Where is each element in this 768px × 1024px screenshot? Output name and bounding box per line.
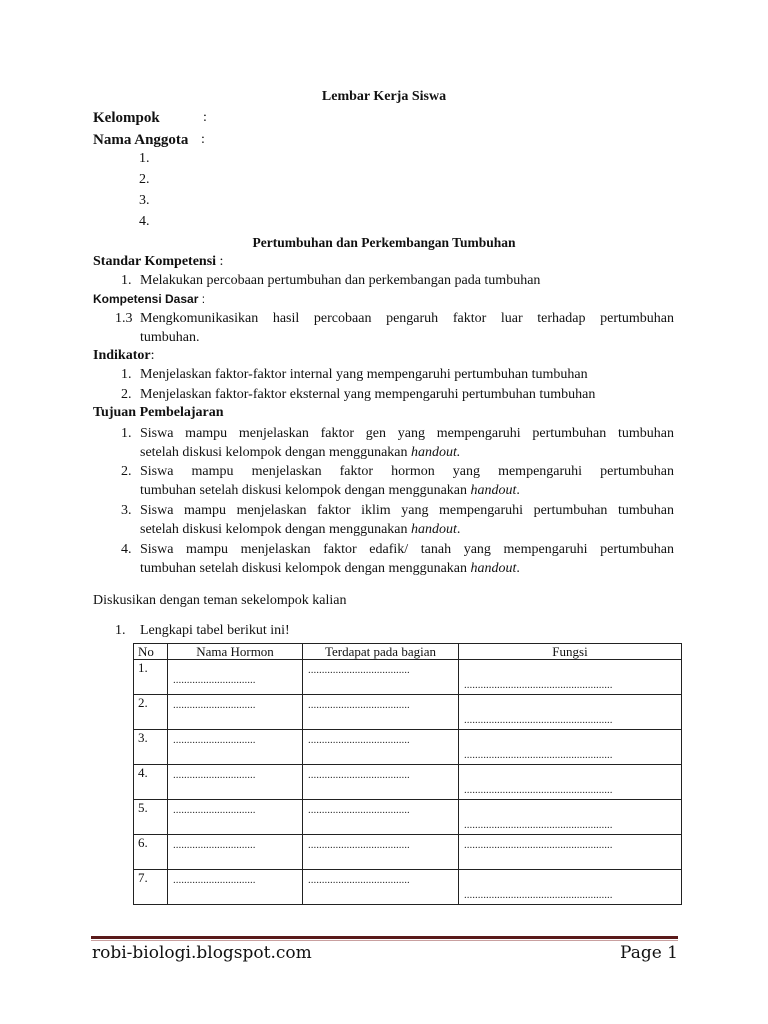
kd-line-1: Mengkomunikasikan hasil percobaan pengaruh faktor luar terhadap pertumbuhan xyxy=(140,311,674,326)
sk-colon: : xyxy=(216,254,224,269)
blank-dots: ..................................... xyxy=(308,874,410,886)
tp-num: 1. xyxy=(121,426,132,441)
sk-heading xyxy=(93,253,223,271)
blank-dots: .............................. xyxy=(173,769,256,781)
blank-dots: ..................................... xyxy=(308,839,410,851)
kelompok-label: Kelompok xyxy=(93,110,160,126)
tp-line-2-text: setelah diskusi kelompok dengan menggunakan xyxy=(140,522,411,537)
tujuan-heading: Tujuan Pembelajaran xyxy=(93,405,224,420)
cell-nama-hormon[interactable] xyxy=(168,660,303,695)
blank-dots: ...................................................... xyxy=(464,749,613,761)
tp-num: 3. xyxy=(121,503,132,518)
ind-item-2: Menjelaskan faktor-faktor eksternal yang mempengaruhi pertumbuhan tumbuhan xyxy=(140,387,596,402)
cell-no: 2. xyxy=(134,695,168,730)
blank-dots: ..................................... xyxy=(308,804,410,816)
cell-no: 1. xyxy=(134,660,168,695)
tp-handout: handout xyxy=(470,561,517,576)
cell-nama-hormon[interactable] xyxy=(168,835,303,870)
diskusi-text: Diskusikan dengan teman sekelompok kalian xyxy=(93,593,347,608)
ind-colon: : xyxy=(150,348,155,363)
nama-colon: : xyxy=(201,132,205,147)
sk-num: 1. xyxy=(121,273,132,288)
indikator-heading xyxy=(93,347,154,365)
tp-num: 4. xyxy=(121,542,132,557)
tp-line-2-text: tumbuhan setelah diskusi kelompok dengan menggunakan xyxy=(140,483,471,498)
cell-terdapat[interactable] xyxy=(303,695,459,730)
cell-no: 4. xyxy=(134,765,168,800)
cell-terdapat[interactable] xyxy=(303,765,459,800)
table-row xyxy=(134,695,682,730)
cell-fungsi[interactable] xyxy=(459,765,682,800)
blank-dots: ...................................................... xyxy=(464,714,613,726)
cell-fungsi[interactable] xyxy=(459,695,682,730)
kd-line-2: tumbuhan. xyxy=(140,330,200,345)
tp-line-2 xyxy=(140,521,460,539)
tp-line-2 xyxy=(140,482,520,500)
ind-item-1: Menjelaskan faktor-faktor internal yang mempengaruhi pertumbuhan tumbuhan xyxy=(140,367,588,382)
blank-dots: .............................. xyxy=(173,699,256,711)
footer-site: robi-biologi.blogspot.com xyxy=(92,943,312,963)
cell-fungsi[interactable] xyxy=(459,800,682,835)
ind-num-2: 2. xyxy=(121,387,132,402)
cell-terdapat[interactable] xyxy=(303,660,459,695)
ind-label: Indikator xyxy=(93,348,151,363)
tp-line-1: Siswa mampu menjelaskan faktor hormon yang mempengaruhi pertumbuhan xyxy=(140,464,674,479)
blank-dots: ...................................................... xyxy=(464,839,613,851)
cell-no: 6. xyxy=(134,835,168,870)
tp-end: . xyxy=(516,483,520,498)
cell-nama-hormon[interactable] xyxy=(168,870,303,905)
kd-heading xyxy=(93,290,205,308)
sk-item: Melakukan percobaan pertumbuhan dan perkembangan pada tumbuhan xyxy=(140,273,541,288)
blank-dots: .............................. xyxy=(173,804,256,816)
cell-fungsi[interactable] xyxy=(459,660,682,695)
blank-dots: ...................................................... xyxy=(464,819,613,831)
cell-nama-hormon[interactable] xyxy=(168,730,303,765)
tp-end: . xyxy=(516,561,520,576)
nama-anggota-label: Nama Anggota xyxy=(93,132,189,148)
blank-dots: ...................................................... xyxy=(464,784,613,796)
tp-line-1: Siswa mampu menjelaskan faktor gen yang mempengaruhi pertumbuhan tumbuhan xyxy=(140,426,674,441)
blank-dots: .............................. xyxy=(173,874,256,886)
kd-colon: : xyxy=(198,292,206,306)
cell-nama-hormon[interactable] xyxy=(168,800,303,835)
tp-line-2 xyxy=(140,444,460,462)
blank-dots: .............................. xyxy=(173,734,256,746)
task-num: 1. xyxy=(115,623,126,638)
tp-line-1: Siswa mampu menjelaskan faktor edafik/ tanah yang mempengaruhi pertumbuhan xyxy=(140,542,674,557)
tp-handout: handout xyxy=(470,483,517,498)
blank-dots: ...................................................... xyxy=(464,679,613,691)
tp-line-2 xyxy=(140,560,520,578)
blank-dots: .............................. xyxy=(173,839,256,851)
header-fungsi: Fungsi xyxy=(459,644,682,660)
footer-rule-thin xyxy=(91,940,678,941)
subtitle: Pertumbuhan dan Perkembangan Tumbuhan xyxy=(252,235,516,250)
footer-rule xyxy=(91,936,678,939)
cell-terdapat[interactable] xyxy=(303,870,459,905)
tp-line-1: Siswa mampu menjelaskan faktor iklim yang mempengaruhi pertumbuhan tumbuhan xyxy=(140,503,674,518)
cell-fungsi[interactable] xyxy=(459,835,682,870)
blank-dots: ..................................... xyxy=(308,699,410,711)
kd-num: 1.3 xyxy=(115,311,133,326)
cell-fungsi[interactable] xyxy=(459,730,682,765)
blank-dots: .............................. xyxy=(173,674,256,686)
task-text: Lengkapi tabel berikut ini! xyxy=(140,623,290,638)
anggota-3: 3. xyxy=(139,193,150,208)
blank-dots: ..................................... xyxy=(308,734,410,746)
cell-nama-hormon[interactable] xyxy=(168,765,303,800)
cell-terdapat[interactable] xyxy=(303,835,459,870)
footer-page: Page 1 xyxy=(620,943,678,963)
tp-line-2-text: tumbuhan setelah diskusi kelompok dengan menggunakan xyxy=(140,561,471,576)
tp-num: 2. xyxy=(121,464,132,479)
anggota-2: 2. xyxy=(139,172,150,187)
cell-no: 3. xyxy=(134,730,168,765)
cell-no: 5. xyxy=(134,800,168,835)
ind-num-1: 1. xyxy=(121,367,132,382)
page-title: Lembar Kerja Siswa xyxy=(321,89,447,104)
table-row xyxy=(134,835,682,870)
table-row xyxy=(134,870,682,905)
anggota-1: 1. xyxy=(139,151,150,166)
blank-dots: ...................................................... xyxy=(464,889,613,901)
table-row xyxy=(134,660,682,695)
header-no: No xyxy=(134,644,168,660)
sk-label: Standar Kompetensi xyxy=(93,254,217,269)
kd-label: Kompetensi Dasar xyxy=(93,292,199,306)
cell-nama-hormon[interactable] xyxy=(168,695,303,730)
blank-dots: ..................................... xyxy=(308,664,410,676)
tp-line-2-text: setelah diskusi kelompok dengan menggunakan xyxy=(140,445,411,460)
tp-handout: handout. xyxy=(411,445,461,460)
kelompok-colon: : xyxy=(203,110,207,125)
cell-fungsi[interactable] xyxy=(459,870,682,905)
hormone-table xyxy=(133,643,682,905)
cell-terdapat[interactable] xyxy=(303,730,459,765)
blank-dots: ..................................... xyxy=(308,769,410,781)
cell-no: 7. xyxy=(134,870,168,905)
table-row xyxy=(134,730,682,765)
tp-handout: handout xyxy=(411,522,457,537)
cell-terdapat[interactable] xyxy=(303,800,459,835)
table-row xyxy=(134,800,682,835)
anggota-4: 4. xyxy=(139,214,150,229)
table-row xyxy=(134,765,682,800)
tp-end: . xyxy=(456,522,461,537)
header-terdapat: Terdapat pada bagian xyxy=(303,644,459,660)
header-nama-hormon: Nama Hormon xyxy=(168,644,303,660)
